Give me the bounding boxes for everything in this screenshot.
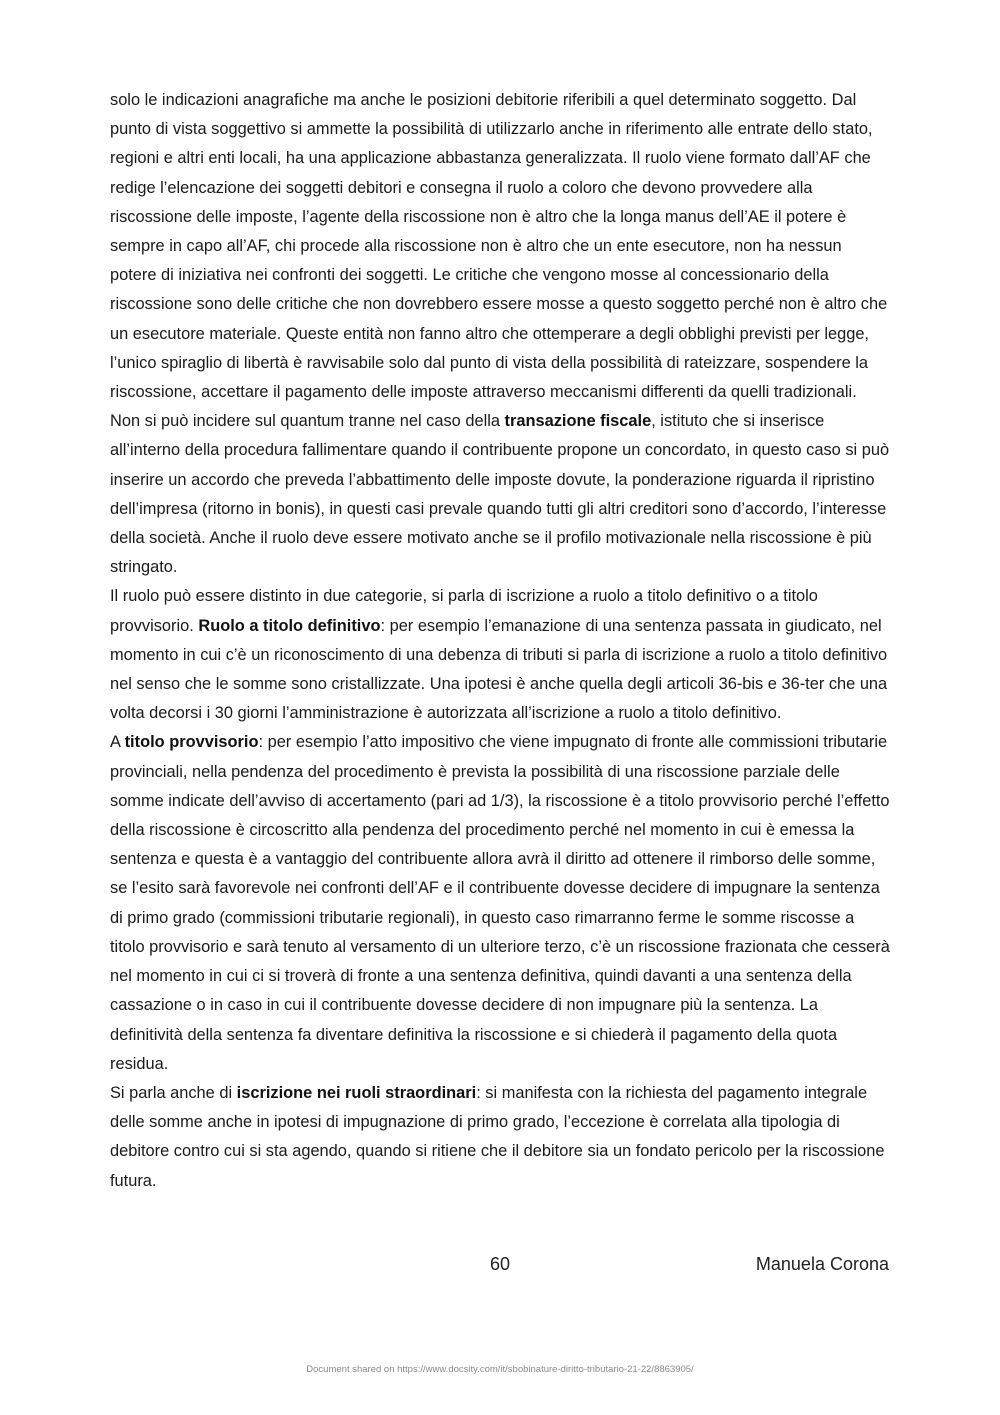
bold-term-titolo-provvisorio: titolo provvisorio — [124, 733, 259, 752]
document-page — [110, 86, 890, 1196]
docsity-share-notice: Document shared on https://www.docsity.com/it/sbobinature-diritto-tributario-21-22/8863905/ — [306, 1364, 694, 1375]
bold-term-transazione-fiscale: transazione fiscale — [504, 412, 652, 431]
document-body — [110, 86, 890, 1196]
paragraph-text: : per esempio l’atto impositivo che viene impugnato di fronte alle commissioni tributarie provinciali, nella pendenza del procedimento è prevista la possibilità di una riscossione parziale delle somme indicate dell’avviso di accertamento (pari ad 1/3), la riscossione è a titolo provvisorio perché l’effetto della riscossione è circoscritto alla pendenza del procedimento perché nel momento in cui è emessa la sentenza e questa è a vantaggio del contribuente allora avrà il diritto ad ottenere il rimborso delle somme, se l’esito sarà favorevole nei confronti dell’AF e il contribuente dovesse decidere di impugnare la sentenza di primo grado (commissioni tributarie regionali), in questo caso rimarranno ferme le somme riscosse a titolo provvisorio e sarà tenuto al versamento di un ulteriore terzo, c’è un riscossione frazionata che cesserà nel momento in cui ci si troverà di fronte a una sentenza definitiva, quindi davanti a una sentenza della cassazione o in caso in cui il contribuente dovesse decidere di non impugnare più la sentenza. La definitività della sentenza fa diventare definitiva la riscossione e si chiederà il pagamento della quota residua. — [110, 733, 890, 1073]
paragraph-riscossione-ruolo — [110, 86, 890, 582]
paragraph-ruolo-definitivo — [110, 582, 890, 728]
bold-term-ruolo-titolo-definitivo: Ruolo a titolo definitivo — [198, 616, 381, 635]
paragraph-titolo-provvisorio — [110, 728, 890, 1078]
paragraph-text: Il ruolo può essere distinto in due categorie, si parla di iscrizione a ruolo a titolo definitivo o a titolo provvisorio. — [110, 587, 818, 635]
paragraph-text: : si manifesta con la richiesta del pagamento integrale delle somme anche in ipotesi di impugnazione di primo grado, l’eccezione è correlata alla tipologia di debitore contro cui si sta agendo, quando si ritiene che il debitore sia un fondato pericolo per la riscossione futura. — [110, 1083, 885, 1190]
paragraph-text: A — [110, 733, 125, 752]
footer-author: Manuela Corona — [755, 1254, 889, 1274]
paragraph-ruoli-straordinari — [110, 1079, 890, 1196]
paragraph-text: Si parla anche di — [110, 1083, 237, 1102]
paragraph-text: solo le indicazioni anagrafiche ma anche le posizioni debitorie riferibili a quel determinato soggetto. Dal punto di vista soggettivo si ammette la possibilità di utilizzarlo anche in riferimento alle entrate dello stato, regioni e altri enti locali, ha una applicazione abbastanza generalizzata. Il ruolo viene formato dall’AF che redige l’elencazione dei soggetti debitori e consegna il ruolo a coloro che devono provvedere alla riscossione delle imposte, l’agente della riscossione non è altro che la longa manus dell’AE il potere è sempre in capo all’AF, chi procede alla riscossione non è altro che un ente esecutore, non ha nessun potere di iniziativa nei confronti dei soggetti. Le critiche che vengono mosse al concessionario della riscossione sono delle critiche che non dovrebbero essere mosse a questo soggetto perché non è altro che un esecutore materiale. Queste entità non fanno altro che ottemperare a degli obblighi previsti per legge, l’unico spiraglio di libertà è ravvisabile solo dal punto di vista della possibilità di rateizzare, sospendere la riscossione, accettare il pagamento delle imposte attraverso meccanismi differenti da quelli tradizionali. Non si può incidere sul quantum tranne nel caso della — [110, 91, 888, 431]
bold-term-iscrizione-ruoli-straordinari: iscrizione nei ruoli straordinari — [236, 1083, 477, 1102]
paragraph-text: , istituto che si inserisce all’interno della procedura fallimentare quando il contribuente propone un concordato, in questo caso si può inserire un accordo che preveda l’abbattimento delle imposte dovute, la ponderazione riguarda il ripristino dell’impresa (ritorno in bonis), in questi casi prevale quando tutti gli altri creditori sono d’accordo, l’interesse della società. Anche il ruolo deve essere motivato anche se il profilo motivazionale nella riscossione è più stringato. — [110, 412, 890, 577]
paragraph-text: : per esempio l’emanazione di una sentenza passata in giudicato, nel momento in cui c’è un riconoscimento di una debenza di tributi si parla di iscrizione a ruolo a titolo definitivo nel senso che le somme sono cristallizzate. Una ipotesi è anche quella degli articoli 36-bis e 36-ter che una volta decorsi i 30 giorni l’amministrazione è autorizzata all’iscrizione a ruolo a titolo definitivo. — [110, 616, 888, 723]
page-number: 60 — [489, 1254, 511, 1274]
